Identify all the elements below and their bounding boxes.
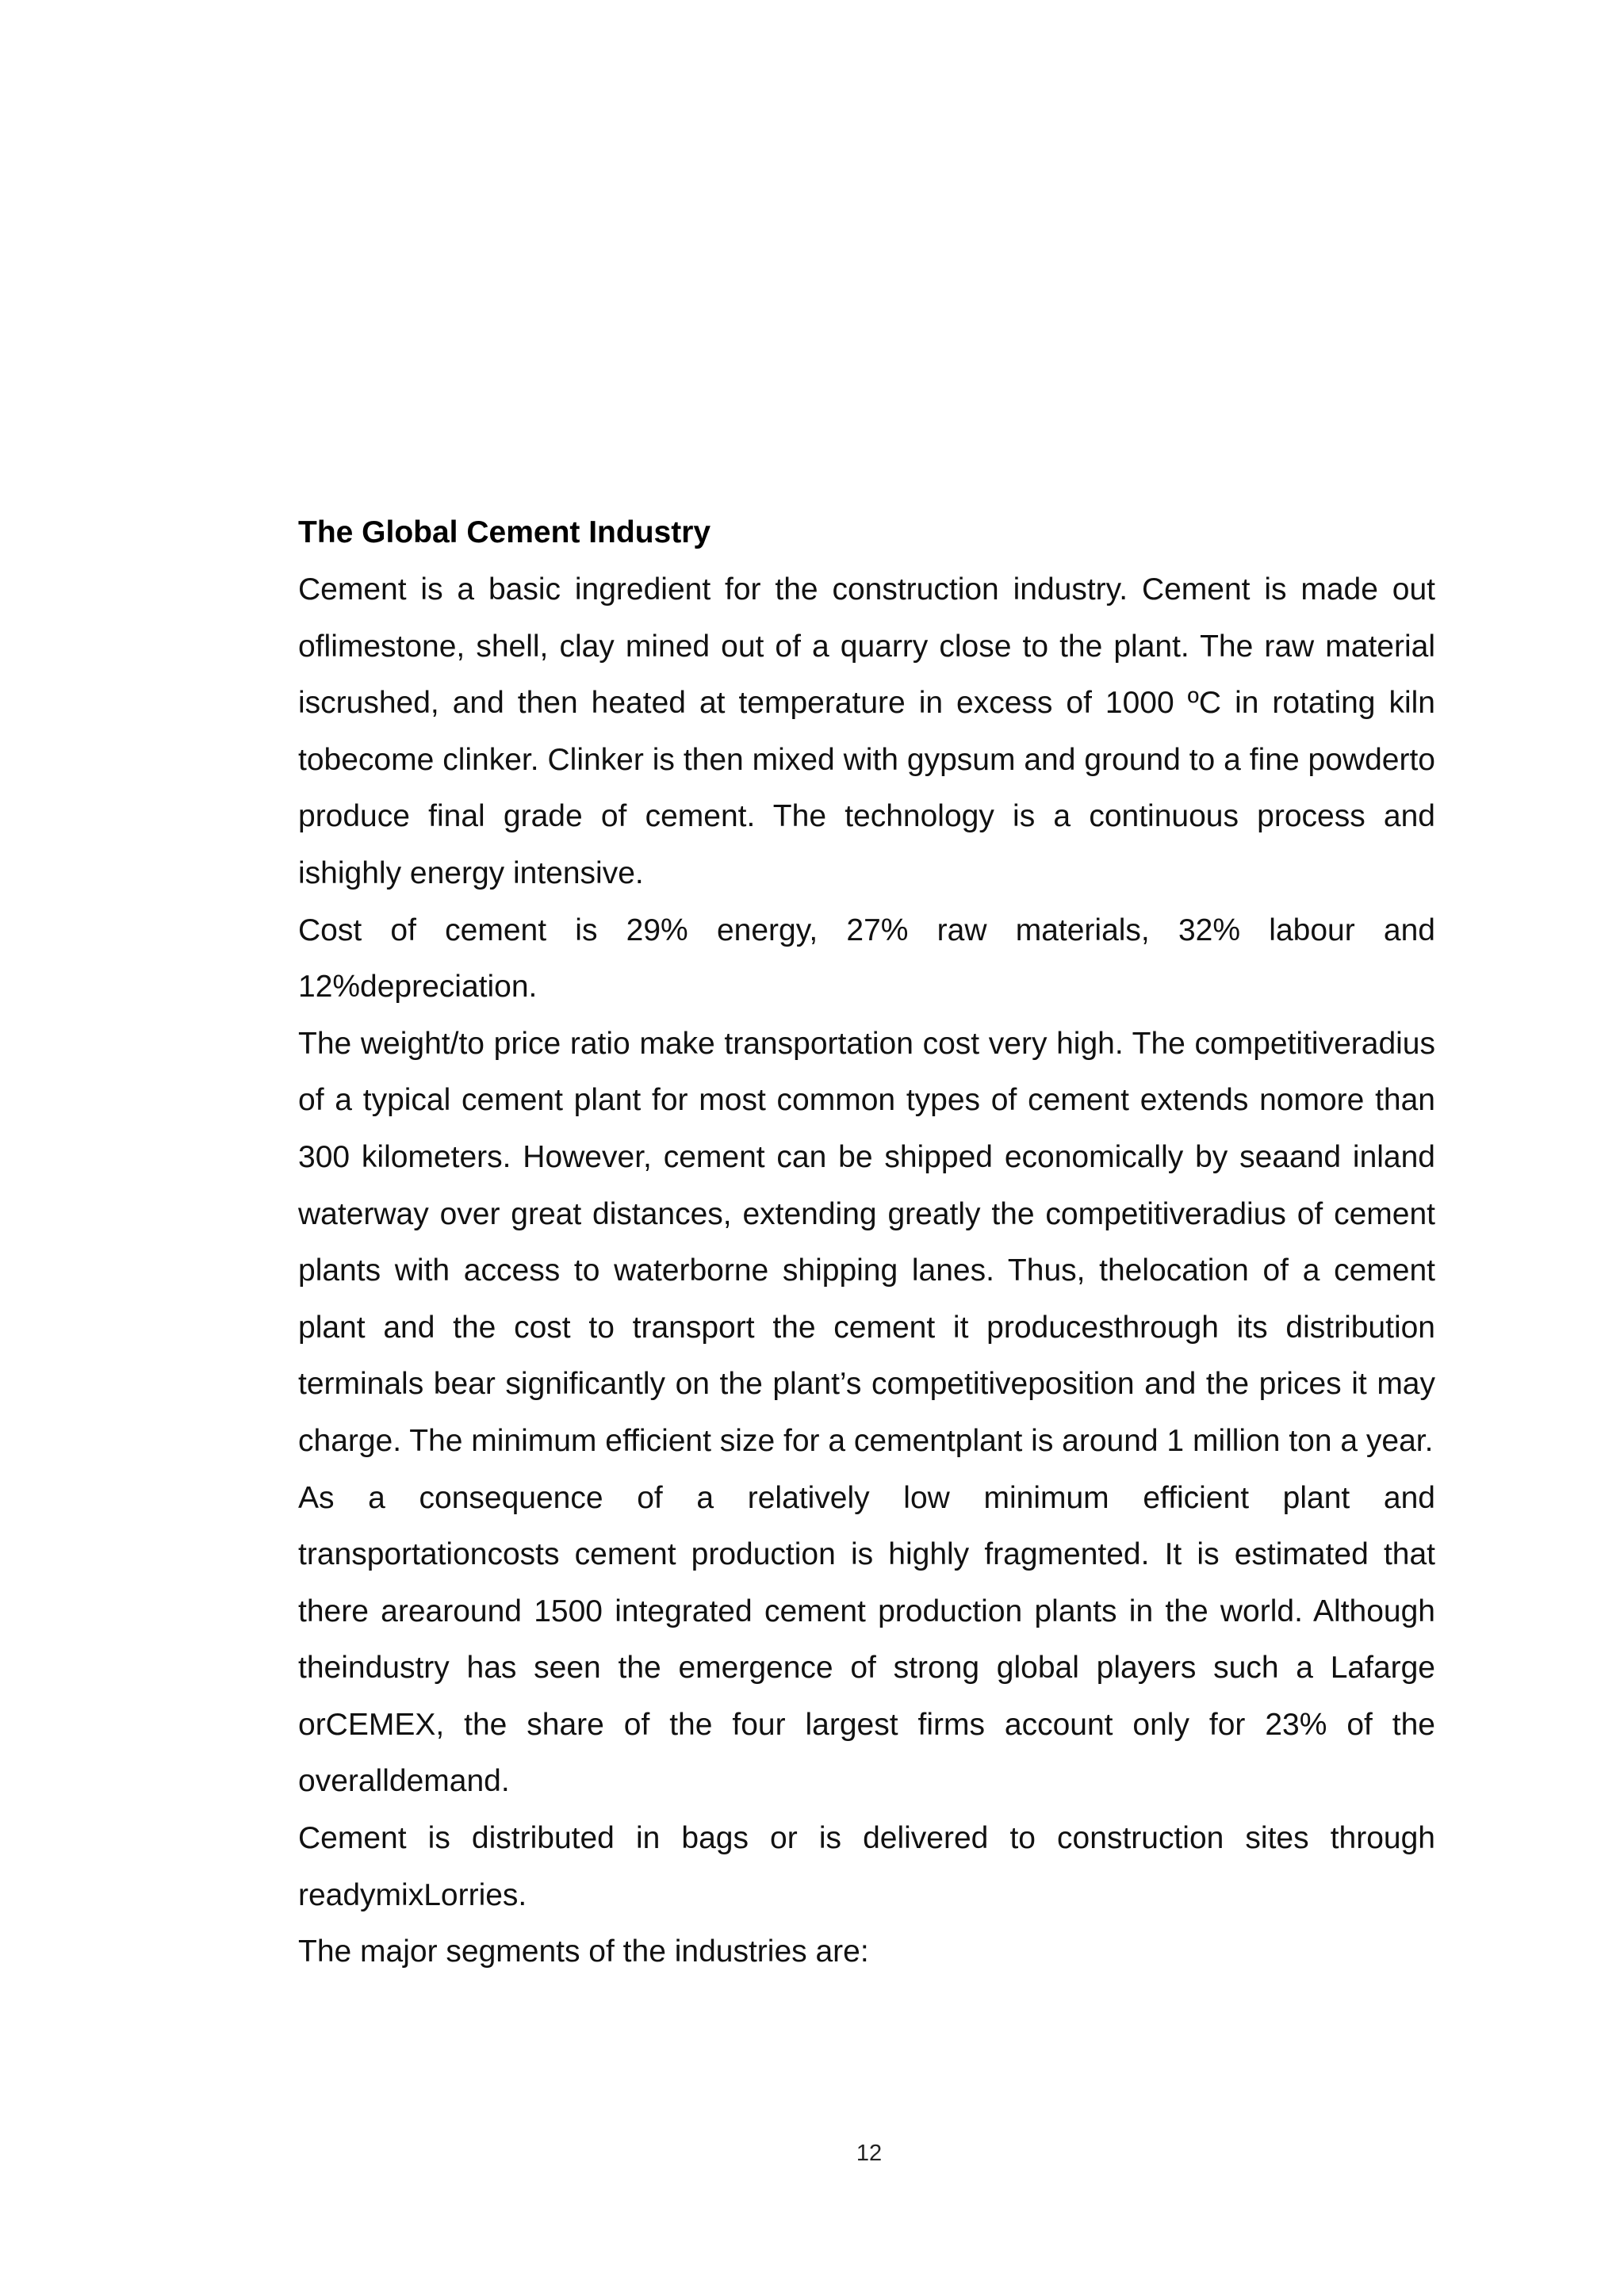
page-content bbox=[298, 504, 1435, 1980]
paragraph-distribution: Cement is distributed in bags or is delivered to construction sites through readymixLorries. bbox=[298, 1821, 1435, 1912]
paragraph-fragmentation: As a consequence of a relatively low minimum efficient plant and transportationcosts cement production is highly fragmented. It is estimated that there arearound 1500 integrated cement production plants in the world. Although theindustry has seen the emergence of strong global players such a Lafarge orCEMEX, the share of the four largest firms account only for 23% of the overalldemand. bbox=[298, 1480, 1435, 1799]
paragraph-transportation: The weight/to price ratio make transportation cost very high. The competitiveradius of a typical cement plant for most common types of cement extends nomore than 300 kilometers. However, cement can be shipped economically by seaand inland waterway over great distances, extending greatly the competitiveradius of cement plants with access to waterborne shipping lanes. Thus, thelocation of a cement plant and the cost to transport the cement it producesthrough its distribution terminals bear significantly on the plant’s competitiveposition and the prices it may charge. The minimum efficient size for a cementplant is around 1 million ton a year. bbox=[298, 1026, 1435, 1458]
section-heading: The Global Cement Industry bbox=[298, 515, 711, 549]
paragraph-segments-intro: The major segments of the industries are: bbox=[298, 1934, 869, 1969]
paragraph-cost-breakdown: Cost of cement is 29% energy, 27% raw materials, 32% labour and 12%depreciation. bbox=[298, 913, 1435, 1004]
page-number: 12 bbox=[856, 2141, 883, 2166]
paragraph-intro: Cement is a basic ingredient for the construction industry. Cement is made out oflimestone, shell, clay mined out of a quarry close to the plant. The raw material iscrushed, and then heated at temperature in excess of 1000 ºC in rotating kiln tobecome clinker. Clinker is then mixed with gypsum and ground to a fine powderto produce final grade of cement. The technology is a continuous process and ishighly energy intensive. bbox=[298, 572, 1435, 890]
